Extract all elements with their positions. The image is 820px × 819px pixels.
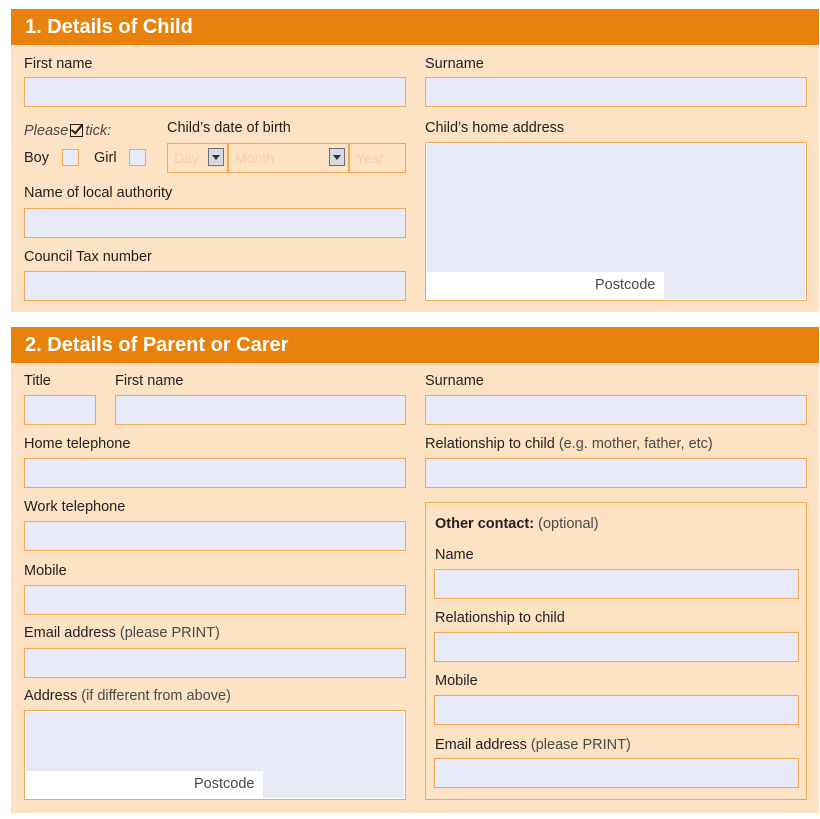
section-2-header bbox=[11, 327, 819, 363]
other-mobile-label: Mobile bbox=[435, 673, 478, 689]
other-name-label: Name bbox=[435, 547, 474, 563]
email-hint: (please PRINT) bbox=[119, 625, 220, 641]
relationship-label-text: Relationship to child bbox=[425, 436, 555, 452]
child-postcode-input[interactable] bbox=[664, 272, 805, 299]
parent-surname-label: Surname bbox=[425, 373, 484, 389]
parent-title-input[interactable] bbox=[24, 395, 96, 425]
other-email-label-text: Email address bbox=[435, 737, 527, 753]
dob-year-placeholder: Year bbox=[356, 150, 385, 166]
relationship-input[interactable] bbox=[425, 458, 807, 488]
parent-postcode-row bbox=[26, 771, 404, 798]
other-contact-heading bbox=[435, 516, 599, 532]
boy-checkbox[interactable] bbox=[62, 149, 79, 166]
parent-address-box bbox=[24, 710, 406, 800]
email-label-text: Email address bbox=[24, 625, 116, 641]
dob-month-select[interactable] bbox=[228, 143, 349, 173]
child-surname-input[interactable] bbox=[425, 77, 807, 107]
section-1-header bbox=[11, 9, 819, 45]
parent-first-name-label: First name bbox=[115, 373, 184, 389]
section-2-title: 2. Details of Parent or Carer bbox=[25, 334, 289, 356]
girl-label: Girl bbox=[94, 150, 117, 166]
relationship-label bbox=[425, 436, 713, 452]
email-input[interactable] bbox=[24, 648, 406, 678]
other-relationship-label: Relationship to child bbox=[435, 610, 565, 626]
local-authority-input[interactable] bbox=[24, 208, 406, 238]
work-telephone-label: Work telephone bbox=[24, 499, 126, 515]
other-contact-panel bbox=[425, 502, 807, 800]
other-name-input[interactable] bbox=[434, 569, 799, 599]
address-label bbox=[24, 688, 231, 704]
council-tax-input[interactable] bbox=[24, 271, 406, 301]
mobile-label: Mobile bbox=[24, 563, 67, 579]
other-relationship-input[interactable] bbox=[434, 632, 799, 662]
parent-first-name-input[interactable] bbox=[115, 395, 406, 425]
other-email-hint: (please PRINT) bbox=[530, 737, 631, 753]
address-label-text: Address bbox=[24, 688, 78, 704]
other-email-input[interactable] bbox=[434, 758, 799, 788]
section-child-details bbox=[11, 9, 819, 312]
work-telephone-input[interactable] bbox=[24, 521, 406, 551]
child-surname-label: Surname bbox=[425, 56, 484, 72]
child-postcode-row bbox=[427, 272, 805, 299]
email-label bbox=[24, 625, 220, 641]
home-telephone-input[interactable] bbox=[24, 458, 406, 488]
dob-label: Child’s date of birth bbox=[167, 120, 291, 136]
dob-day-placeholder: Day bbox=[174, 150, 199, 166]
address-hint: (if different from above) bbox=[81, 688, 231, 704]
council-tax-label: Council Tax number bbox=[24, 249, 152, 265]
please-tick-instruction bbox=[24, 122, 111, 139]
tick-icon bbox=[70, 124, 83, 137]
parent-postcode-input[interactable] bbox=[263, 771, 404, 798]
child-first-name-label: First name bbox=[24, 56, 93, 72]
relationship-hint: (e.g. mother, father, etc) bbox=[558, 436, 713, 452]
child-home-address-input[interactable] bbox=[427, 144, 805, 272]
dob-day-select[interactable] bbox=[167, 143, 228, 173]
parent-address-input[interactable] bbox=[26, 712, 404, 771]
parent-surname-input[interactable] bbox=[425, 395, 807, 425]
other-contact-hint: (optional) bbox=[538, 516, 599, 532]
child-first-name-input[interactable] bbox=[24, 77, 406, 107]
please-text: Please bbox=[24, 123, 69, 139]
child-home-address-label: Child’s home address bbox=[425, 120, 565, 136]
dropdown-arrow-icon[interactable] bbox=[329, 148, 345, 166]
other-contact-heading-text: Other contact: bbox=[435, 516, 535, 532]
mobile-input[interactable] bbox=[24, 585, 406, 615]
girl-checkbox[interactable] bbox=[129, 149, 146, 166]
parent-postcode-label: Postcode bbox=[194, 776, 255, 792]
section-1-title: 1. Details of Child bbox=[25, 16, 193, 38]
child-home-address-box bbox=[425, 142, 807, 301]
other-mobile-input[interactable] bbox=[434, 695, 799, 725]
child-postcode-label: Postcode bbox=[595, 277, 656, 293]
dropdown-arrow-icon[interactable] bbox=[208, 148, 224, 166]
tick-text: tick: bbox=[85, 123, 112, 139]
boy-label: Boy bbox=[24, 150, 49, 166]
section-parent-details bbox=[11, 327, 819, 813]
other-email-label bbox=[435, 737, 631, 753]
home-telephone-label: Home telephone bbox=[24, 436, 131, 452]
local-authority-label: Name of local authority bbox=[24, 185, 173, 201]
parent-title-label: Title bbox=[24, 373, 51, 389]
dob-month-placeholder: Month bbox=[235, 150, 274, 166]
dob-year-input[interactable] bbox=[349, 143, 406, 173]
